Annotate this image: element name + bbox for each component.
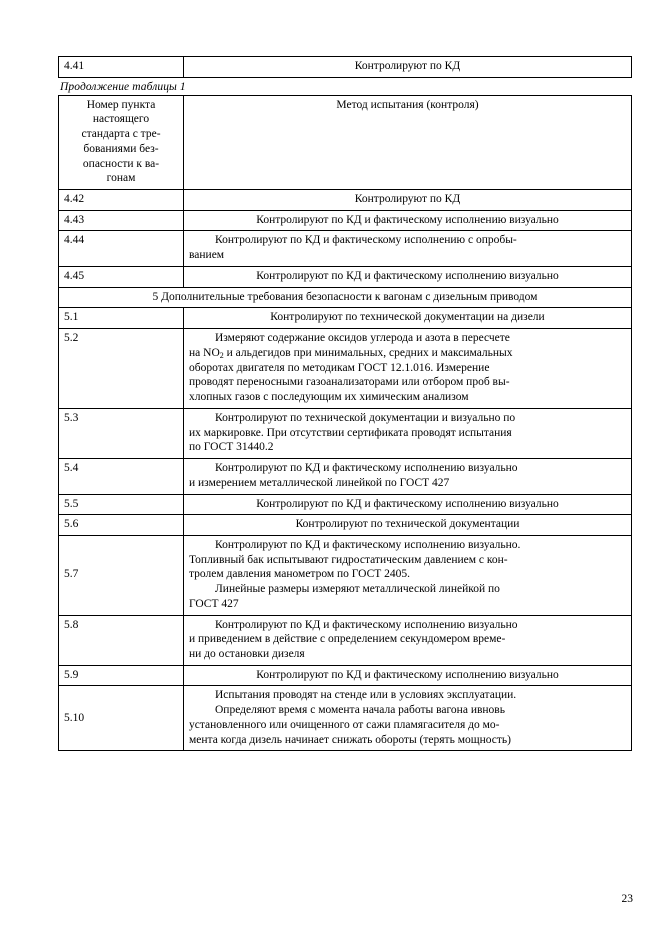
table-row (59, 615, 632, 665)
method-line: хлопных газов с последующим их химическим анализом (189, 391, 469, 404)
method-line: их маркировке. При отсутствии сертификата проводят испытания (189, 426, 512, 439)
method-line: Контролируют по КД и фактическому исполнению визуально (256, 668, 559, 681)
main-table (58, 95, 632, 752)
header-line: опасности к ва- (82, 157, 160, 170)
method-line: Контролируют по КД и фактическому исполнению визуально (215, 462, 518, 475)
method-line: установленного или очищенного от сажи пламягасителя до мо- (189, 718, 500, 731)
row-number-cell: 5.9 (59, 665, 184, 686)
row-number-cell: 4.42 (59, 190, 184, 211)
row-method-cell (184, 266, 632, 287)
table-row (59, 329, 632, 409)
row-number-cell: 5.7 (59, 535, 184, 615)
row-number-cell: 5.1 (59, 308, 184, 329)
method-line: по ГОСТ 31440.2 (189, 441, 274, 454)
method-line: ни до остановки дизеля (189, 647, 305, 660)
method-line: Измеряют содержание оксидов углерода и азота в пересчете (215, 332, 510, 345)
method-line: Контролируют по КД и фактическому исполнению визуально (256, 497, 559, 510)
method-line: Определяют время с момента начала работы вагона ивновь (215, 704, 505, 717)
row-number-cell: 4.45 (59, 266, 184, 287)
table-row (59, 535, 632, 615)
continuation-label: Продолжение таблицы 1 (60, 80, 186, 93)
method-line: Контролируют по КД и фактическому исполнению визуально (215, 618, 518, 631)
row-number-cell: 4.41 (59, 57, 184, 78)
table-row (59, 210, 632, 231)
row-method-cell (184, 308, 632, 329)
method-line: Испытания проводят на стенде или в условиях эксплуатации. (215, 689, 517, 702)
table-row (59, 190, 632, 211)
header-cell-method: Метод испытания (контроля) (184, 95, 632, 189)
table-row (59, 686, 632, 751)
table-row (59, 266, 632, 287)
row-method-cell (184, 615, 632, 665)
row-method-cell (184, 494, 632, 515)
row-method-cell (184, 190, 632, 211)
method-line: Контролируют по технической документации на дизели (270, 311, 545, 324)
table-row (59, 459, 632, 494)
header-line: стандарта с тре- (81, 128, 161, 141)
subscript: 2 (219, 350, 224, 360)
method-line: Контролируют по КД (354, 193, 461, 206)
row-method-cell (184, 686, 632, 751)
header-line: гонам (106, 172, 136, 185)
method-line: оборотах двигателя по методикам ГОСТ 12.1.016. Измерение (189, 361, 490, 374)
row-method-cell (184, 408, 632, 458)
table-row (59, 494, 632, 515)
page-number: 23 (621, 893, 633, 905)
method-line: и приведением в действие с определением секундомером време- (189, 633, 506, 646)
row-method-cell (184, 231, 632, 266)
header-line: бованиями без- (83, 142, 159, 155)
method-line: и измерением металлической линейкой по ГОСТ 427 (189, 476, 450, 489)
header-line: настоящего (92, 113, 150, 126)
row-number-cell: 5.4 (59, 459, 184, 494)
method-line: ГОСТ 427 (189, 597, 239, 610)
row-method-cell (184, 210, 632, 231)
method-line: Контролируют по КД и фактическому исполнению визуально. (215, 538, 521, 551)
row-number-cell: 5.6 (59, 515, 184, 536)
method-line: Линейные размеры измеряют металлической линейкой по (215, 583, 500, 596)
row-method-cell (184, 535, 632, 615)
method-line: ванием (189, 249, 225, 262)
method-line: Контролируют по КД и фактическому исполнению с опробы- (215, 234, 517, 247)
header-line: Номер пункта (86, 98, 156, 111)
method-line: Контролируют по технической документации и визуально по (215, 411, 516, 424)
row-number-cell: 4.43 (59, 210, 184, 231)
row-number-cell: 5.8 (59, 615, 184, 665)
table-header-row (59, 95, 632, 189)
header-cell-number (59, 95, 184, 189)
row-method-cell (184, 329, 632, 409)
row-number-cell: 4.44 (59, 231, 184, 266)
row-number-cell: 5.5 (59, 494, 184, 515)
method-line: тролем давления манометром по ГОСТ 2405. (189, 568, 411, 581)
row-method-cell (184, 515, 632, 536)
row-method-cell (184, 665, 632, 686)
row-number-cell: 5.2 (59, 329, 184, 409)
method-line: Контролируют по КД и фактическому исполнению визуально (256, 213, 559, 226)
table-row (59, 57, 632, 78)
method-line: проводят переносными газоанализаторами или отбором проб вы- (189, 376, 510, 389)
table-row (59, 231, 632, 266)
table-row (59, 515, 632, 536)
section-heading-row (59, 287, 632, 308)
table-row (59, 408, 632, 458)
table-row (59, 665, 632, 686)
table-row (59, 308, 632, 329)
row-method-cell (184, 459, 632, 494)
method-line-subscript: на $NO_2$ и альдегидов при минимальных, средних и максимальных (189, 346, 513, 360)
section-heading: 5 Дополнительные требования безопасности к вагонам с дизельным приводом (59, 287, 632, 308)
method-line: Контролируют по технической документации (295, 518, 520, 531)
method-line: Контролируют по КД и фактическому исполнению визуально (256, 269, 559, 282)
row-number-cell: 5.3 (59, 408, 184, 458)
row-number-cell: 5.10 (59, 686, 184, 751)
method-line: мента когда дизель начинает снижать обороты (терять мощность) (189, 733, 511, 746)
top-table (58, 56, 632, 78)
method-line: Топливный бак испытывают гидростатическим давлением с кон- (189, 553, 508, 566)
row-method-cell: Контролируют по КД (184, 57, 632, 78)
